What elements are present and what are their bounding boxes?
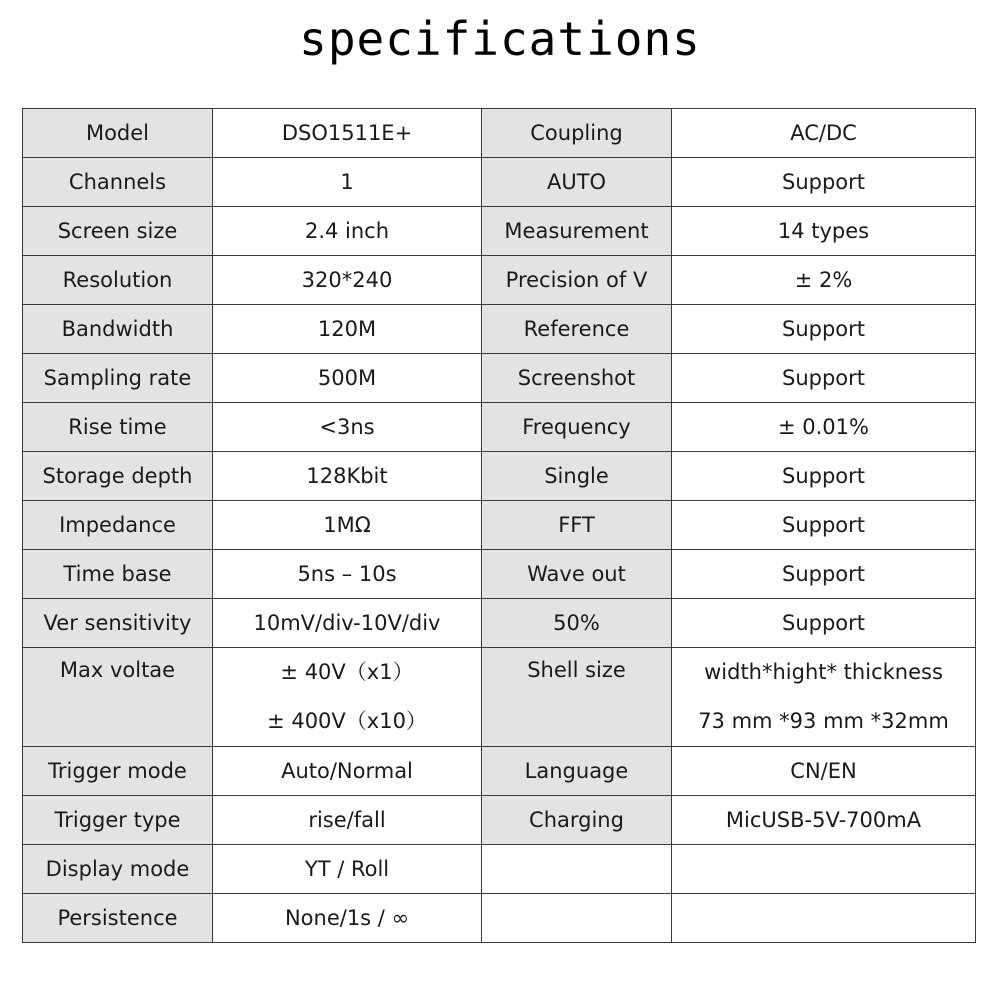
spec-label: Ver sensitivity bbox=[23, 599, 213, 648]
page-title: specifications bbox=[299, 12, 701, 66]
table-row bbox=[23, 207, 976, 256]
spec-value: AC/DC bbox=[672, 109, 976, 158]
spec-label: Shell size bbox=[482, 648, 672, 747]
spec-value: Support bbox=[672, 354, 976, 403]
spec-value: 1MΩ bbox=[213, 501, 482, 550]
spec-value: 128Kbit bbox=[213, 452, 482, 501]
spec-label: Coupling bbox=[482, 109, 672, 158]
empty-cell bbox=[672, 894, 976, 943]
empty-cell bbox=[672, 845, 976, 894]
table-row bbox=[23, 452, 976, 501]
spec-label: Trigger mode bbox=[23, 747, 213, 796]
table-row bbox=[23, 796, 976, 845]
spec-value-multiline bbox=[213, 648, 482, 747]
table-row bbox=[23, 845, 976, 894]
spec-label: Bandwidth bbox=[23, 305, 213, 354]
spec-label: 50% bbox=[482, 599, 672, 648]
spec-value-line: ± 40V（x1） bbox=[280, 660, 414, 684]
spec-value: Support bbox=[672, 550, 976, 599]
spec-value: ± 0.01% bbox=[672, 403, 976, 452]
spec-value: 2.4 inch bbox=[213, 207, 482, 256]
spec-label: FFT bbox=[482, 501, 672, 550]
spec-label: Charging bbox=[482, 796, 672, 845]
table-row bbox=[23, 403, 976, 452]
spec-label: Channels bbox=[23, 158, 213, 207]
spec-value: Support bbox=[672, 452, 976, 501]
spec-value-line: width*hight* thickness bbox=[704, 660, 943, 684]
table-row bbox=[23, 648, 976, 747]
spec-value: <3ns bbox=[213, 403, 482, 452]
spec-value: 1 bbox=[213, 158, 482, 207]
spec-value: CN/EN bbox=[672, 747, 976, 796]
spec-label: Sampling rate bbox=[23, 354, 213, 403]
spec-value-multiline bbox=[672, 648, 976, 747]
spec-label: Screenshot bbox=[482, 354, 672, 403]
spec-value: Support bbox=[672, 305, 976, 354]
spec-value: 320*240 bbox=[213, 256, 482, 305]
spec-value: DSO1511E+ bbox=[213, 109, 482, 158]
spec-value: ± 2% bbox=[672, 256, 976, 305]
table-row bbox=[23, 550, 976, 599]
spec-label: Model bbox=[23, 109, 213, 158]
spec-label: Single bbox=[482, 452, 672, 501]
spec-label: Frequency bbox=[482, 403, 672, 452]
spec-label: Measurement bbox=[482, 207, 672, 256]
spec-value: Support bbox=[672, 599, 976, 648]
table-row bbox=[23, 305, 976, 354]
spec-value: Support bbox=[672, 501, 976, 550]
table-row bbox=[23, 109, 976, 158]
table-row bbox=[23, 256, 976, 305]
spec-label: Resolution bbox=[23, 256, 213, 305]
table-row bbox=[23, 158, 976, 207]
spec-value: 10mV/div-10V/div bbox=[213, 599, 482, 648]
spec-value: MicUSB-5V-700mA bbox=[672, 796, 976, 845]
spec-label: Max voltae bbox=[23, 648, 213, 747]
spec-label: Rise time bbox=[23, 403, 213, 452]
spec-value-line: 73 mm *93 mm *32mm bbox=[698, 709, 949, 733]
empty-cell bbox=[482, 845, 672, 894]
table-row bbox=[23, 894, 976, 943]
spec-label: Screen size bbox=[23, 207, 213, 256]
spec-label: Precision of V bbox=[482, 256, 672, 305]
spec-value: YT / Roll bbox=[213, 845, 482, 894]
spec-value: 5ns – 10s bbox=[213, 550, 482, 599]
spec-label: Persistence bbox=[23, 894, 213, 943]
spec-label: AUTO bbox=[482, 158, 672, 207]
spec-value: 120M bbox=[213, 305, 482, 354]
spec-value: 500M bbox=[213, 354, 482, 403]
empty-cell bbox=[482, 894, 672, 943]
table-row bbox=[23, 599, 976, 648]
spec-value-line: ± 400V（x10） bbox=[267, 709, 427, 733]
spec-value: rise/fall bbox=[213, 796, 482, 845]
spec-label: Time base bbox=[23, 550, 213, 599]
table-row bbox=[23, 501, 976, 550]
specifications-table bbox=[22, 108, 976, 943]
spec-value: None/1s / ∞ bbox=[213, 894, 482, 943]
spec-label: Impedance bbox=[23, 501, 213, 550]
table-row bbox=[23, 354, 976, 403]
spec-value: 14 types bbox=[672, 207, 976, 256]
spec-label: Trigger type bbox=[23, 796, 213, 845]
spec-label: Reference bbox=[482, 305, 672, 354]
table-row bbox=[23, 747, 976, 796]
spec-label: Wave out bbox=[482, 550, 672, 599]
spec-label: Storage depth bbox=[23, 452, 213, 501]
spec-value: Auto/Normal bbox=[213, 747, 482, 796]
spec-value: Support bbox=[672, 158, 976, 207]
spec-label: Display mode bbox=[23, 845, 213, 894]
spec-label: Language bbox=[482, 747, 672, 796]
